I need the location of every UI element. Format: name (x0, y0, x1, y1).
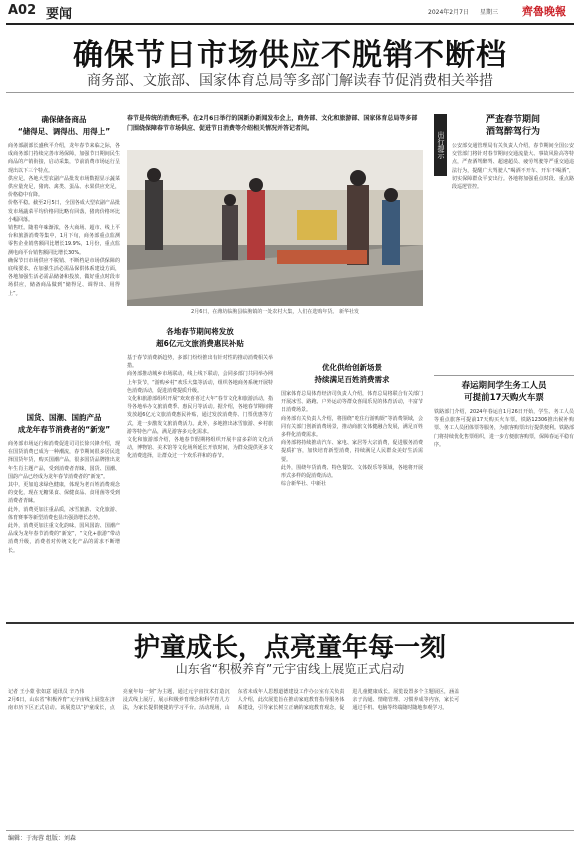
sidebar-2-title: 春运期间学生务工人员 可提前17天购火车票 (461, 381, 547, 403)
second-article-body (8, 688, 574, 828)
article-column-1 (8, 114, 120, 409)
market-scene-image (127, 150, 423, 306)
article-column-2 (8, 412, 120, 620)
second-headline: 护童成长，点亮童年每一刻 (133, 633, 446, 663)
sidebar-divider (434, 375, 574, 376)
footer-editor: 编辑：于海蓉 组版：刘森 (8, 835, 76, 842)
sidebar-1-title: 严查春节期间 酒驾醉驾行为 (485, 115, 540, 137)
issue-date: 2024年2月7日 (428, 9, 469, 16)
newspaper-logo: 齊魯晚報 (522, 5, 566, 18)
travel-tips-label: 出行提示 (434, 114, 447, 176)
main-subhead: 商务部、文旅部、国家体育总局等多部门解读春节促消费相关举措 (87, 73, 493, 89)
article-column-3 (127, 318, 273, 620)
sidebar-article-2 (434, 380, 574, 620)
story-divider (6, 622, 574, 624)
article-column-4 (281, 318, 423, 620)
column-3-text: 基于春节消费新趋势，多部门纷纷推出有针对性的推动消费相关举措。 商务部推动城乡市场联动，线上线下联动，会同多部门共同举办网上年货节，“游购乡村”欢乐大集等活动，组织各地商务系统开展特色消费活动，促进消费提质升级。 文化和旅游部组织开展“欢欢喜喜过大年”春节文化和旅游活动，指导各地举办文旅消费季、惠民月等活动。据介绍，各地春节期间将发放超6亿元文旅消费惠民补贴，通过发放消费券、门票优惠等方式，进一步激发文旅消费活力。此外，多地推出冰雪旅游、乡村旅游等特色产品，满足游客多元化需求。 文化和旅游部介绍，各地春节假期将组织开展丰富多彩的文化活动，博物馆、美术馆等文化场所延长开放时间，为群众提供更多文化消费选择，让群众过一个欢乐祥和的春节。 (127, 355, 273, 460)
photo-caption: 2月6日，在潍坊临朐县临朐镇的一处农村大集，人们在选购年货。 新华社发 (191, 309, 359, 315)
column-4-title: 优化供给创新场景 持续满足百姓消费需求 (314, 363, 390, 384)
sidebar-2-text: 铁路部门介绍，2024年春运自1月26日开始，学生、务工人员等重点旅客可提前17天购买火车票。铁路12306推出候补购票、务工人员团体票等服务，为旅客购票出行提供便利。铁路部门将持续优化售票组织，进一步方便旅客购票，保障春运平稳有序。 (434, 409, 574, 448)
column-2-text: 商务部市场运行和消费促进司司长徐兴锋介绍，现在国货消费已成为一种潮流，春节期间很多居民选择国货年货，购买国潮产品，很多国货品牌推出龙年生肖主题产品，受到消费者青睐，国货、国潮、国韵产品已经成为龙年春节消费者的“新宠”。 其中，更加追求绿色健康，体现为老百姓消费观念的变化，现在无糖果食、保健食品、食用菌等受到消费者青睐。 此外，消费更加注重品质，冰雪旅游、文化旅游、体育赛事等新型消费也显出强劲增长态势。 此外，消费更加注重文化韵味，国风国韵、国潮产品成为龙年春节消费的“新宠”，“文化+旅游”带动消费升级，消费者对传统文化产品的需求不断增长。 (8, 441, 120, 554)
news-photo (127, 150, 423, 306)
column-4-text: 国家体育总局体育经济司负责人介绍，体育总局将联合有关部门开展冰雪、路跑、户外运动等群众喜闻乐见的体育活动，丰富节日消费场景。 商务部有关负责人介绍，将围绕“吃住行游购娱”等消费领域，会同有关部门创新消费场景，推动商旅文体健融合发展，满足百姓多样化消费需求。 商务部将持续推动汽车、家电、家居等大宗消费，促进服务消费提质扩容，加快培育新型消费，持续满足人民群众美好生活需要。 此外，围绕年货消费、特色餐饮、文体娱乐等领域，各地将开展形式多样的促消费活动。 综合新华社、中新社 (281, 391, 423, 488)
main-headline: 确保节日市场供应不脱销不断档 (73, 38, 507, 73)
lead-paragraph: 春节是传统的消费旺季。在2月6日举行的国新办新闻发布会上，商务部、文化和旅游部、国家体育总局等多部门围绕保障春节市场供应、促进节日消费等介绍相关情况并答记者问。 (127, 115, 418, 132)
sidebar-article-1 (452, 114, 574, 379)
header-rule (6, 23, 574, 25)
sidebar-1-text: 公安部交通管理局有关负责人介绍，春节期间全国公安交管部门将针对春节期间交通流量大、事故风险高等特点，严查酒驾醉驾、超速超员、疲劳驾驶等严重交通违法行为，提醒广大驾驶人“喝酒不开车、开车不喝酒”，切实保障群众平安出行。各地将加强重点时段、重点路段巡逻管控。 (452, 143, 574, 191)
column-1-title: 确保储备商品 “储得足、调得出、用得上” (17, 115, 111, 136)
footer-rule (6, 830, 574, 831)
second-article-text: 记者 王小蒙 张如意 通讯员 辛乃伟 2月6日，山东省“积极养育”元宇宙线上展览在济南市历下区正式启动。该展览以“护童成长，点亮童年每一刻”为主题，通过元宇宙技术打造沉浸式线上展厅，展示积极养育理念和科学育儿方法，为家长提供便捷的学习平台。活动现场，山东省未成年人思想道德建设工作办公室有关负责人介绍，此次展览旨在推动家庭教育指导服务体系建设，引导家长树立正确的家庭教育观念，促进儿童健康成长。展览设置多个主题展区，涵盖亲子沟通、情绪管理、习惯养成等内容，家长可通过手机、电脑等终端随时随地参观学习。 (8, 689, 460, 712)
column-3-title: 各地春节期间将发放 超6亿元文旅消费惠民补贴 (156, 327, 244, 348)
section-name: 要闻 (46, 7, 73, 22)
column-1-text: 商务部副部长盛秋平介绍，龙年春节来临之际，各成商务部门持续完善市场保障，加强节日期间民生商品的产销衔接，启动采集，节前消费市场运行呈现出以下三个特点。 供应足。各地大型农副产品批发市场数据显示蔬菜供应量充足，猪肉、禽类、蛋品、水果供应充足，价格稳中有降。 价格平稳。截至2月5日，全国各成大型农副产品批发市场蔬菜平均价格同比略有回落，猪肉价格环比小幅回落。 销售旺。随着年味渐浓，各大商场、超市、线上平台和旅游消费等集中，1月下旬，商务部重点监测零售企业销售额同比增长19.9%，1月份，重点监测电商平台销售额同比增长30%。 确保节日市场供应不脱销、不断档是市场供保障的底线要求。在加强生活必需品保供体系建设方面，各地加强生活必需品储备和投放，做好重点时段市场供应，储备商品做到“储得足、调得出、用得上”。 (8, 143, 120, 297)
page-number: A02 (8, 3, 37, 18)
column-2-title: 国货、国潮、国韵产品 成龙年春节消费者的“新宠” (17, 413, 111, 434)
issue-weekday: 星期三 (480, 9, 499, 16)
second-subhead: 山东省“积极养育”元宇宙线上展览正式启动 (175, 662, 405, 676)
divider (6, 92, 574, 93)
